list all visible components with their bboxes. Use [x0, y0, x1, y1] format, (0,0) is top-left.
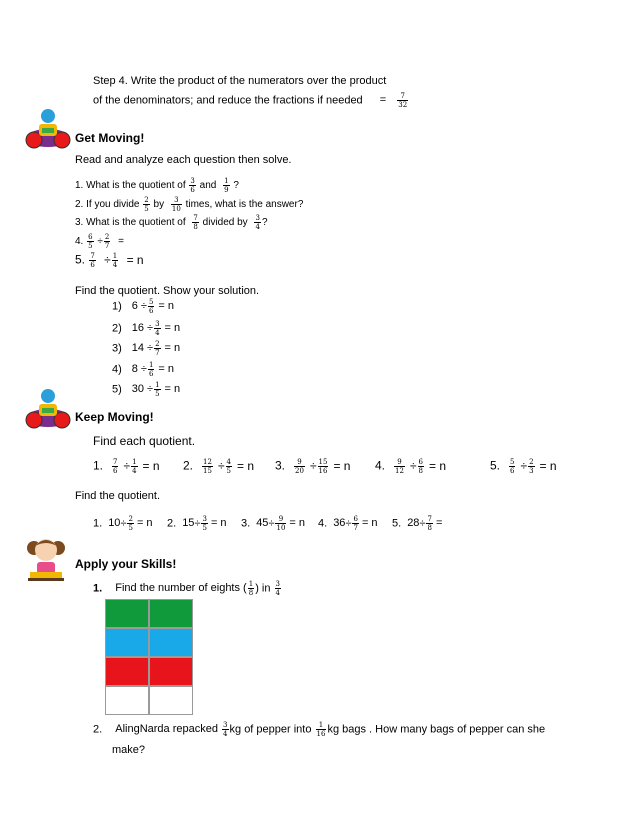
- girl-reading-icon: [24, 532, 68, 582]
- instruction: Find each quotient.: [93, 434, 196, 448]
- fraction: $\frac{2}{7}$: [104, 233, 110, 250]
- fraction: $\frac{7}{8}$: [427, 515, 432, 532]
- kid-on-bike-icon: [22, 104, 74, 152]
- question-4: 4. $\frac{6}{5}$ ÷ $\frac{2}{7}$ =: [75, 233, 124, 250]
- problem-item: 2) 16 ÷ $\frac{3}{4}$ = n: [112, 320, 181, 337]
- apply-question-2: 2. AlingNarda repacked $\frac{3}{4}$ kg of pepper into $\frac{1}{16}$ kg bags . How many bags of pepper can she: [93, 721, 546, 738]
- fraction: $\frac{9}{12}$: [395, 458, 404, 475]
- section-title-apply-skills: Apply your Skills!: [75, 557, 177, 571]
- grid-cell: [105, 657, 149, 686]
- quotient-item: 1. $\frac{7}{6}$ ÷ $\frac{1}{4}$ = n: [93, 458, 160, 475]
- grid-cell: [149, 657, 193, 686]
- quotient-item: 4. 36÷ $\frac{6}{7}$ = n: [318, 515, 378, 532]
- fraction: $\frac{2}{7}$: [155, 340, 160, 357]
- grid-cell: [105, 686, 149, 715]
- problem-item: 1) 6 ÷ $\frac{5}{6}$ = n: [112, 298, 175, 315]
- grid-cell: [149, 686, 193, 715]
- kid-on-bike-icon: [22, 384, 74, 432]
- section-title-get-moving: Get Moving!: [75, 131, 145, 145]
- fraction: $\frac{2}{5}$: [128, 515, 133, 532]
- instruction: Find the quotient. Show your solution.: [75, 285, 260, 297]
- fraction: $\frac{3}{6}$: [190, 177, 195, 194]
- fraction: $\frac{6}{5}$: [88, 233, 93, 250]
- fraction: $\frac{3}{4}$: [223, 721, 228, 738]
- fraction: $\frac{3}{4}$: [255, 214, 260, 231]
- fraction: $\frac{1}{4}$: [132, 458, 137, 475]
- fraction: $\frac{7}{32}$: [398, 92, 408, 109]
- fraction: $\frac{6}{8}$: [418, 458, 423, 475]
- instruction: Find the quotient.: [75, 490, 161, 502]
- grid-cell: [105, 628, 149, 657]
- quotient-item: 1. 10÷ $\frac{2}{5}$ = n: [93, 515, 153, 532]
- fraction-grid: [105, 599, 193, 715]
- fraction: $\frac{3}{10}$: [171, 196, 181, 213]
- grid-cell: [149, 628, 193, 657]
- question-5: 5. $\frac{7}{6}$ ÷ $\frac{1}{4}$ = n: [75, 252, 144, 269]
- apply-question-1: 1. Find the number of eights ( $\frac{1}{8}$ ) in $\frac{3}{4}$: [93, 580, 280, 597]
- quotient-item: 5. $\frac{5}{6}$ ÷ $\frac{2}{3}$ = n: [490, 458, 557, 475]
- fraction: $\frac{9}{10}$: [276, 515, 286, 532]
- step4-line2-text: of the denominators; and reduce the fractions if needed: [93, 94, 363, 107]
- fraction: $\frac{9}{20}$: [295, 458, 304, 475]
- step4-line1: Step 4. Write the product of the numerators over the product: [93, 75, 387, 87]
- fraction: $\frac{3}{4}$: [155, 320, 160, 337]
- apply-question-2-line2: make?: [112, 744, 146, 756]
- fraction: $\frac{3}{4}$: [275, 580, 280, 597]
- quotient-item: 3. 45÷ $\frac{9}{10}$ = n: [241, 515, 306, 532]
- quotient-item: 5. 28÷ $\frac{7}{8}$ =: [392, 515, 443, 532]
- fraction: $\frac{1}{9}$: [224, 177, 229, 194]
- fraction: $\frac{1}{8}$: [248, 580, 254, 597]
- instruction: Read and analyze each question then solve.: [75, 154, 292, 166]
- problem-item: 4) 8 ÷ $\frac{1}{6}$ = n: [112, 361, 175, 378]
- problem-item: 3) 14 ÷ $\frac{2}{7}$ = n: [112, 340, 181, 357]
- quotient-item: 4. $\frac{9}{12}$ ÷ $\frac{6}{8}$ = n: [375, 458, 447, 475]
- section-title-keep-moving: Keep Moving!: [75, 410, 154, 424]
- grid-cell: [105, 599, 149, 628]
- fraction: $\frac{2}{3}$: [529, 458, 534, 475]
- fraction: $\frac{15}{16}$: [318, 458, 328, 475]
- fraction: $\frac{5}{6}$: [148, 298, 154, 315]
- fraction: $\frac{4}{5}$: [226, 458, 231, 475]
- fraction: $\frac{7}{6}$: [90, 252, 95, 269]
- question-1: 1. What is the quotient of $\frac{3}{6}$ and $\frac{1}{9}$ ?: [75, 177, 239, 194]
- fraction: $\frac{1}{5}$: [155, 381, 160, 398]
- fraction: $\frac{1}{6}$: [148, 361, 154, 378]
- fraction: $\frac{7}{8}$: [193, 214, 198, 231]
- step4-line2: [93, 92, 409, 109]
- question-3: 3. What is the quotient of $\frac{7}{8}$ divided by $\frac{3}{4}$ ?: [75, 214, 268, 231]
- grid-cell: [149, 599, 193, 628]
- quotient-item: 2. 15÷ $\frac{3}{5}$ = n: [167, 515, 227, 532]
- fraction: $\frac{2}{5}$: [144, 196, 149, 213]
- question-2: 2. If you divide $\frac{2}{5}$ by $\frac{3}{10}$ times, what is the answer?: [75, 196, 304, 213]
- fraction: $\frac{1}{16}$: [316, 721, 326, 738]
- problem-item: 5) 30 ÷ $\frac{1}{5}$ = n: [112, 381, 181, 398]
- fraction: $\frac{1}{4}$: [112, 252, 118, 269]
- equals-sign: =: [379, 94, 387, 107]
- quotient-item: 2. $\frac{12}{15}$ ÷ $\frac{4}{5}$ = n: [183, 458, 255, 475]
- quotient-item: 3. $\frac{9}{20}$ ÷ $\frac{15}{16}$ = n: [275, 458, 351, 475]
- fraction: $\frac{6}{7}$: [353, 515, 358, 532]
- fraction: $\frac{7}{6}$: [113, 458, 118, 475]
- fraction: $\frac{12}{15}$: [203, 458, 212, 475]
- fraction: $\frac{3}{5}$: [202, 515, 207, 532]
- fraction: $\frac{5}{6}$: [510, 458, 515, 475]
